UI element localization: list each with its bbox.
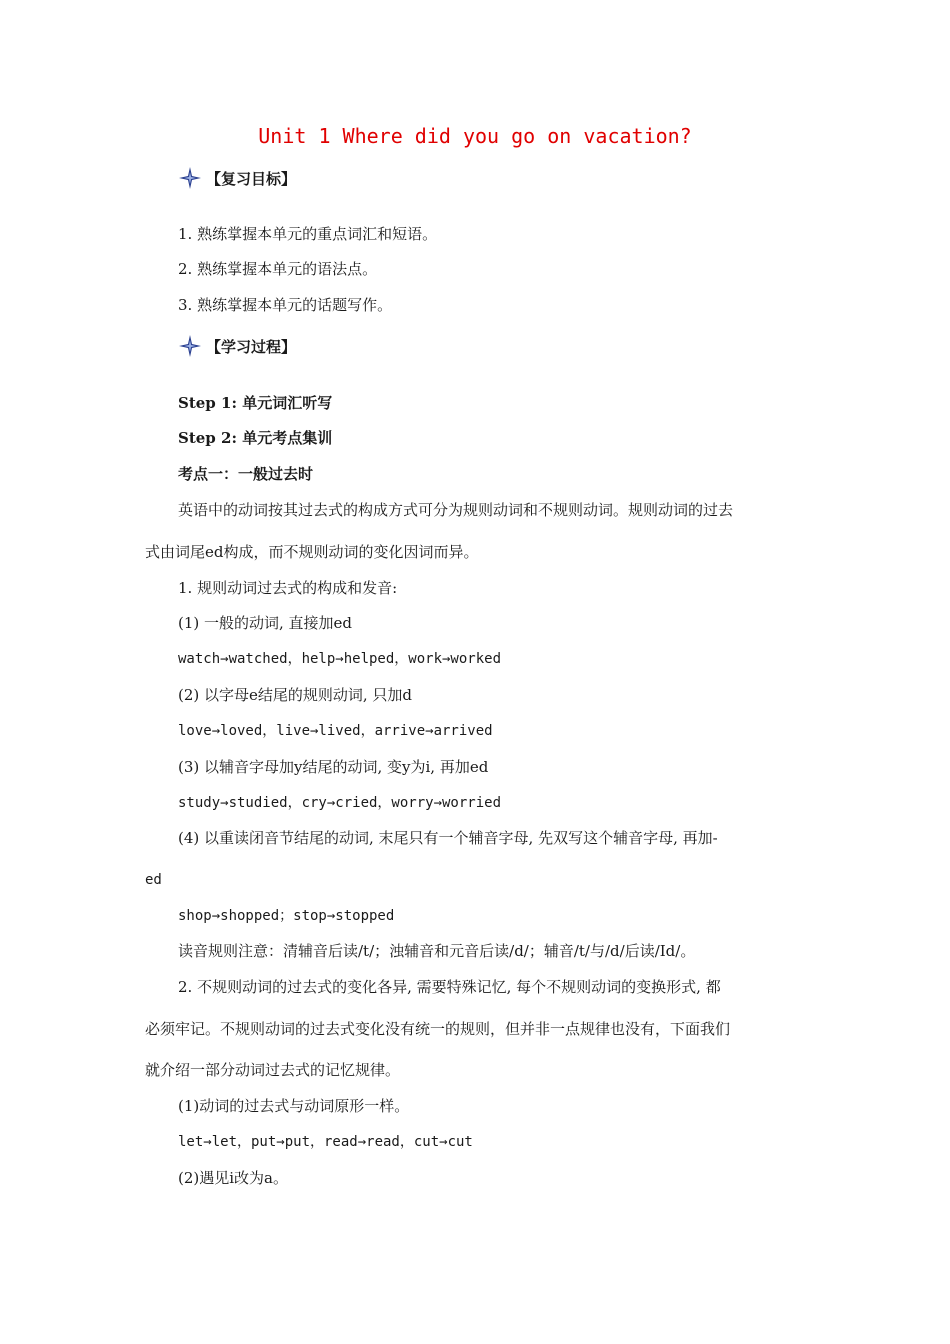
example-line: let→let，put→put，read→read，cut→cut [178, 1134, 473, 1150]
pronunciation-note: 读音规则注意：清辅音后读/t/；浊辅音和元音后读/d/；辅音/t/与/d/后读/Id/。 [178, 942, 696, 960]
rule-item: (1)动词的过去式与动词原形一样。 [178, 1097, 410, 1115]
section-heading-learning-process [178, 334, 378, 358]
page-title: Unit 1 Where did you go on vacation? [258, 124, 692, 148]
step-1-heading: Step 1: 单元词汇听写 [178, 394, 333, 412]
rule-item: (2) 以字母e结尾的规则动词, 只加d [178, 686, 413, 704]
rule-item: (2)遇见i改为a。 [178, 1169, 288, 1187]
paragraph-line: 英语中的动词按其过去式的构成方式可分为规则动词和不规则动词。规则动词的过去 [178, 501, 734, 519]
paragraph-line: 2. 不规则动词的过去式的变化各异, 需要特殊记忆, 每个不规则动词的变换形式, 都 [178, 978, 721, 996]
section-heading-label: 【学习过程】 [206, 338, 297, 356]
four-point-star-icon [178, 166, 202, 190]
section-heading-label: 【复习目标】 [206, 170, 297, 188]
paragraph-line: 式由词尾ed构成，而不规则动词的变化因词而异。 [145, 543, 479, 561]
rule-item-continuation: ed [145, 872, 162, 888]
rule-item: (1) 一般的动词, 直接加ed [178, 614, 353, 632]
paragraph-line: 就介绍一部分动词过去式的记忆规律。 [145, 1061, 401, 1079]
goal-item: 1. 熟练掌握本单元的重点词汇和短语。 [178, 225, 438, 243]
goal-item: 2. 熟练掌握本单元的语法点。 [178, 260, 378, 278]
rule-item: (3) 以辅音字母加y结尾的动词, 变y为i, 再加ed [178, 758, 489, 776]
rule-heading: 1. 规则动词过去式的构成和发音: [178, 579, 398, 597]
section-heading-review-goals [178, 166, 378, 190]
paragraph-line: 必须牢记。不规则动词的过去式变化没有统一的规则，但并非一点规律也没有，下面我们 [145, 1020, 731, 1038]
rule-item: (4) 以重读闭音节结尾的动词, 末尾只有一个辅音字母, 先双写这个辅音字母, 再加- [178, 829, 718, 847]
example-line: love→loved，live→lived，arrive→arrived [178, 723, 493, 739]
example-line: study→studied，cry→cried，worry→worried [178, 795, 502, 811]
example-line: shop→shopped；stop→stopped [178, 908, 395, 924]
goal-item: 3. 熟练掌握本单元的话题写作。 [178, 296, 393, 314]
four-point-star-icon [178, 334, 202, 358]
point-1-heading: 考点一：一般过去时 [178, 465, 314, 483]
step-2-heading: Step 2: 单元考点集训 [178, 429, 333, 447]
example-line: watch→watched，help→helped，work→worked [178, 651, 502, 667]
